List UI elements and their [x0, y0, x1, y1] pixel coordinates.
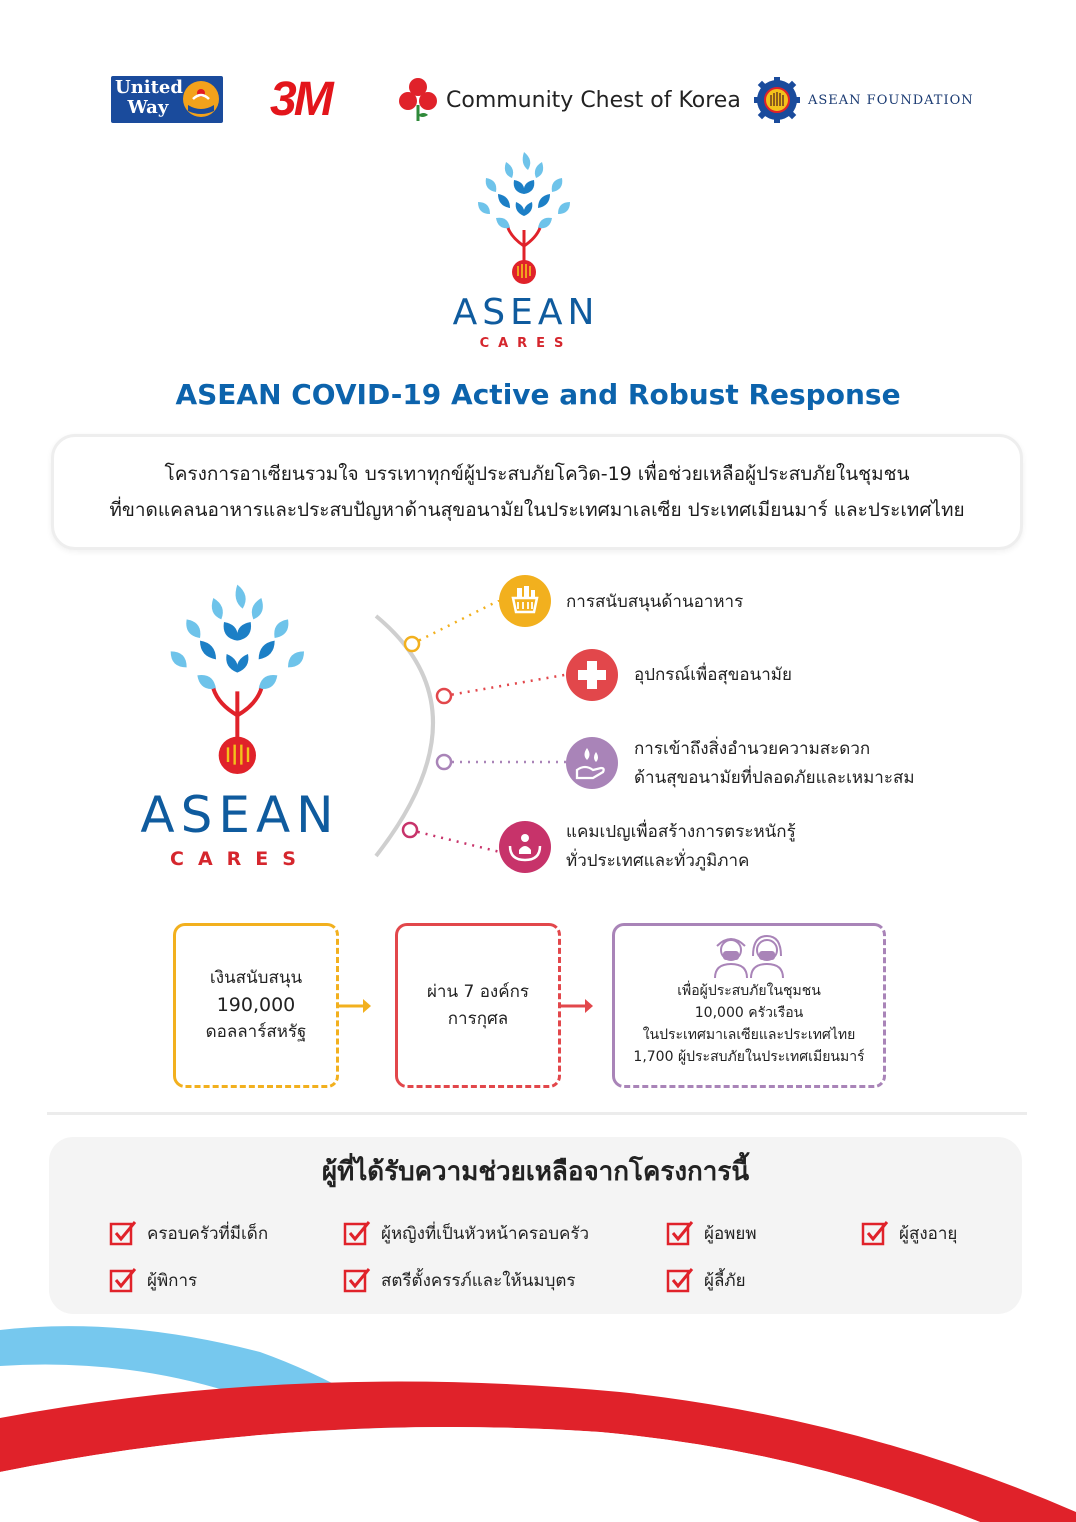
food-basket-icon: [498, 574, 552, 628]
checkbox-checked-icon: [666, 1266, 694, 1294]
flow-box-organizations: ผ่าน 7 องค์กร การกุศล: [395, 923, 561, 1088]
asean-cares-tree-icon: [466, 150, 586, 290]
beneficiary-item: ผู้อพยพ: [666, 1219, 757, 1247]
section-divider: [47, 1112, 1027, 1115]
checkbox-checked-icon: [861, 1219, 889, 1247]
beneficiary-item: ครอบครัวที่มีเด็ก: [109, 1219, 268, 1247]
cares-wordmark-top: CARES: [479, 336, 573, 351]
beneficiary-item: ผู้สูงอายุ: [861, 1219, 957, 1247]
beneficiaries-title: ผู้ที่ได้รับความช่วยเหลือจากโครงการนี้: [321, 1157, 750, 1187]
medical-cross-icon: [565, 648, 619, 702]
people-with-masks-icon: [707, 934, 791, 980]
asean-wordmark-top: ASEAN: [452, 292, 600, 333]
intro-line-2: ที่ขาดแคลนอาหารและประสบปัญหาด้านสุขอนามัยในประเทศมาเลเซีย ประเทศเมียนมาร์ และประเทศไทย: [109, 499, 965, 521]
hand-water-icon: [565, 736, 619, 790]
feature-text-hygiene: อุปกรณ์เพื่อสุขอนามัย: [634, 665, 792, 685]
checkbox-checked-icon: [109, 1266, 137, 1294]
feature-text-food: การสนับสนุนด้านอาหาร: [566, 592, 744, 612]
beneficiary-item: ผู้ลี้ภัย: [666, 1266, 746, 1294]
page-title: ASEAN COVID-19 Active and Robust Response: [175, 378, 901, 411]
checkbox-checked-icon: [666, 1219, 694, 1247]
feature-text-sanitation: การเข้าถึงสิ่งอำนวยความสะดวก ด้านสุขอนามัยที่ปลอดภัยและเหมาะสม: [634, 739, 915, 788]
checkbox-checked-icon: [343, 1266, 371, 1294]
asean-cares-tree-large-icon: [160, 582, 320, 782]
checkbox-checked-icon: [109, 1219, 137, 1247]
awareness-people-icon: [498, 820, 552, 874]
beneficiary-item: ผู้หญิงที่เป็นหัวหน้าครอบครัว: [343, 1219, 589, 1247]
asean-foundation-logo: [754, 76, 974, 124]
asean-foundation-wordmark: ASEAN FOUNDATION: [808, 92, 974, 108]
beneficiary-item: สตรีตั้งครรภ์และให้นมบุตร: [343, 1266, 576, 1294]
community-chest-logo: [398, 76, 741, 124]
flow-box-funding: เงินสนับสนุน 190,000 ดอลลาร์สหรัฐ: [173, 923, 339, 1088]
asean-wordmark-large: ASEAN: [140, 786, 340, 844]
beneficiaries-panel: [49, 1137, 1022, 1314]
united-way-wordmark: United Way: [115, 77, 183, 118]
feature-text-awareness: แคมเปญเพื่อสร้างการตระหนักรู้ ทั่วประเทศและทั่วภูมิภาค: [566, 822, 796, 871]
arrow-right-icon: [559, 996, 595, 1016]
united-way-emblem-icon: [183, 81, 219, 117]
cares-wordmark-large: CARES: [170, 848, 310, 870]
flow-box-beneficiaries: เพื่อผู้ประสบภัยในชุมชน 10,000 ครัวเรือน ในประเทศมาเลเซียและประเทศไทย 1,700 ผู้ประสบภัยในประเทศเมียนมาร์: [612, 923, 886, 1088]
asean-emblem-icon: [754, 77, 800, 123]
united-way-logo: [111, 76, 223, 123]
community-chest-wordmark: Community Chest of Korea: [446, 87, 741, 113]
arrow-right-icon: [337, 996, 373, 1016]
3m-logo: 3M: [270, 73, 331, 126]
decorative-waves: [0, 1322, 1076, 1522]
beneficiary-item: ผู้พิการ: [109, 1266, 197, 1294]
intro-box: [51, 434, 1023, 550]
checkbox-checked-icon: [343, 1219, 371, 1247]
intro-line-1: โครงการอาเซียนรวมใจ บรรเทาทุกข์ผู้ประสบภัยโควิด-19 เพื่อช่วยเหลือผู้ประสบภัยในชุมชน: [164, 463, 910, 485]
three-fruits-icon: [398, 77, 438, 123]
